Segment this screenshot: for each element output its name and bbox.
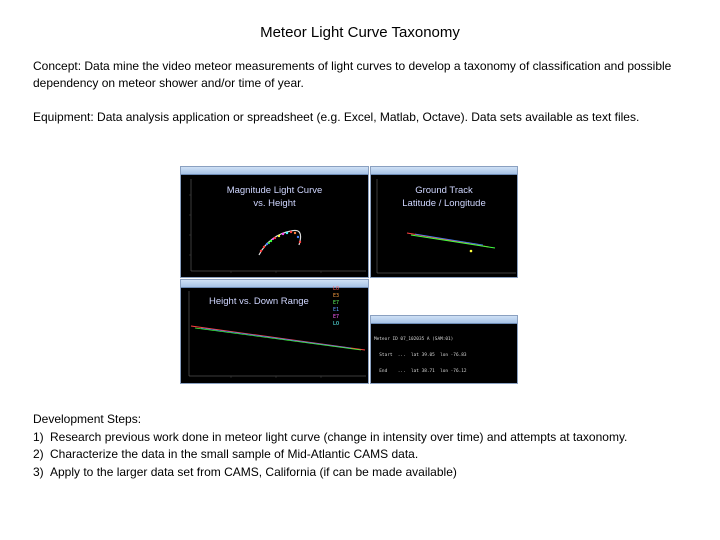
- legend-entry: E7: [333, 314, 340, 320]
- height-range-window: [180, 279, 369, 384]
- ground-track-label-line2: Latitude / Longitude: [402, 198, 486, 209]
- light-curve-window: [180, 166, 369, 278]
- console-window: [370, 315, 518, 384]
- plot-legend: [333, 286, 339, 328]
- concept-text: Data mine the video meteor measurements of light curves to develop a taxonomy of classification and possible dependency on meteor shower and/or time of year.: [33, 59, 672, 90]
- light-curve-label-line1: Magnitude Light Curve: [226, 185, 323, 196]
- step-item: [33, 429, 703, 447]
- step-item: [33, 446, 703, 464]
- step-text: Apply to the larger data set from CAMS, California (if can be made available): [50, 464, 457, 479]
- height-range-label: Height vs. Down Range: [209, 296, 309, 307]
- development-heading: Development Steps:: [33, 412, 142, 426]
- legend-entry: LO: [333, 321, 340, 327]
- ground-track-plot: [371, 175, 517, 277]
- light-curve-plot: [181, 175, 368, 277]
- ground-track-window: [370, 166, 518, 278]
- steps-list: [33, 429, 703, 482]
- window-titlebar: [181, 280, 368, 288]
- development-steps: [33, 411, 703, 481]
- step-number: 2): [33, 447, 44, 461]
- height-range-plot: [181, 288, 368, 383]
- window-titlebar: [371, 167, 517, 175]
- window-titlebar: [181, 167, 368, 175]
- step-text: Research previous work done in meteor light curve (change in intensity over time) and attempts at taxonomy.: [50, 429, 628, 444]
- console-output: [374, 326, 514, 384]
- console-line: End ... lat 38.71 lon -76.12: [374, 369, 467, 375]
- screenshot-collage: [180, 166, 518, 384]
- concept-label: Concept:: [33, 59, 82, 73]
- legend-entry: E1: [333, 307, 340, 313]
- equipment-label: Equipment:: [33, 110, 94, 124]
- equipment-paragraph: [33, 109, 693, 126]
- window-titlebar: [371, 316, 517, 324]
- legend-entry: E7: [333, 300, 340, 306]
- ground-track-label: [371, 184, 517, 210]
- console-line: Start ... lat 39.05 lon -76.83: [374, 353, 467, 359]
- ground-track-label-line1: Ground Track: [415, 185, 473, 196]
- light-curve-label: [181, 184, 368, 210]
- console-line: Meteor ID 07_102035 A (SAM:01): [374, 336, 454, 342]
- legend-entry: E3: [333, 293, 340, 299]
- step-number: 3): [33, 464, 44, 479]
- step-text: Characterize the data in the small sample of Mid-Atlantic CAMS data.: [50, 447, 419, 461]
- concept-paragraph: [33, 58, 693, 92]
- equipment-text: Data analysis application or spreadsheet (e.g. Excel, Matlab, Octave). Data sets available as text files.: [97, 110, 640, 124]
- page-title: Meteor Light Curve Taxonomy: [260, 24, 460, 41]
- legend-entry: LO: [333, 286, 340, 292]
- light-curve-label-line2: vs. Height: [253, 198, 296, 209]
- step-number: 1): [33, 429, 44, 444]
- step-item: [33, 464, 703, 482]
